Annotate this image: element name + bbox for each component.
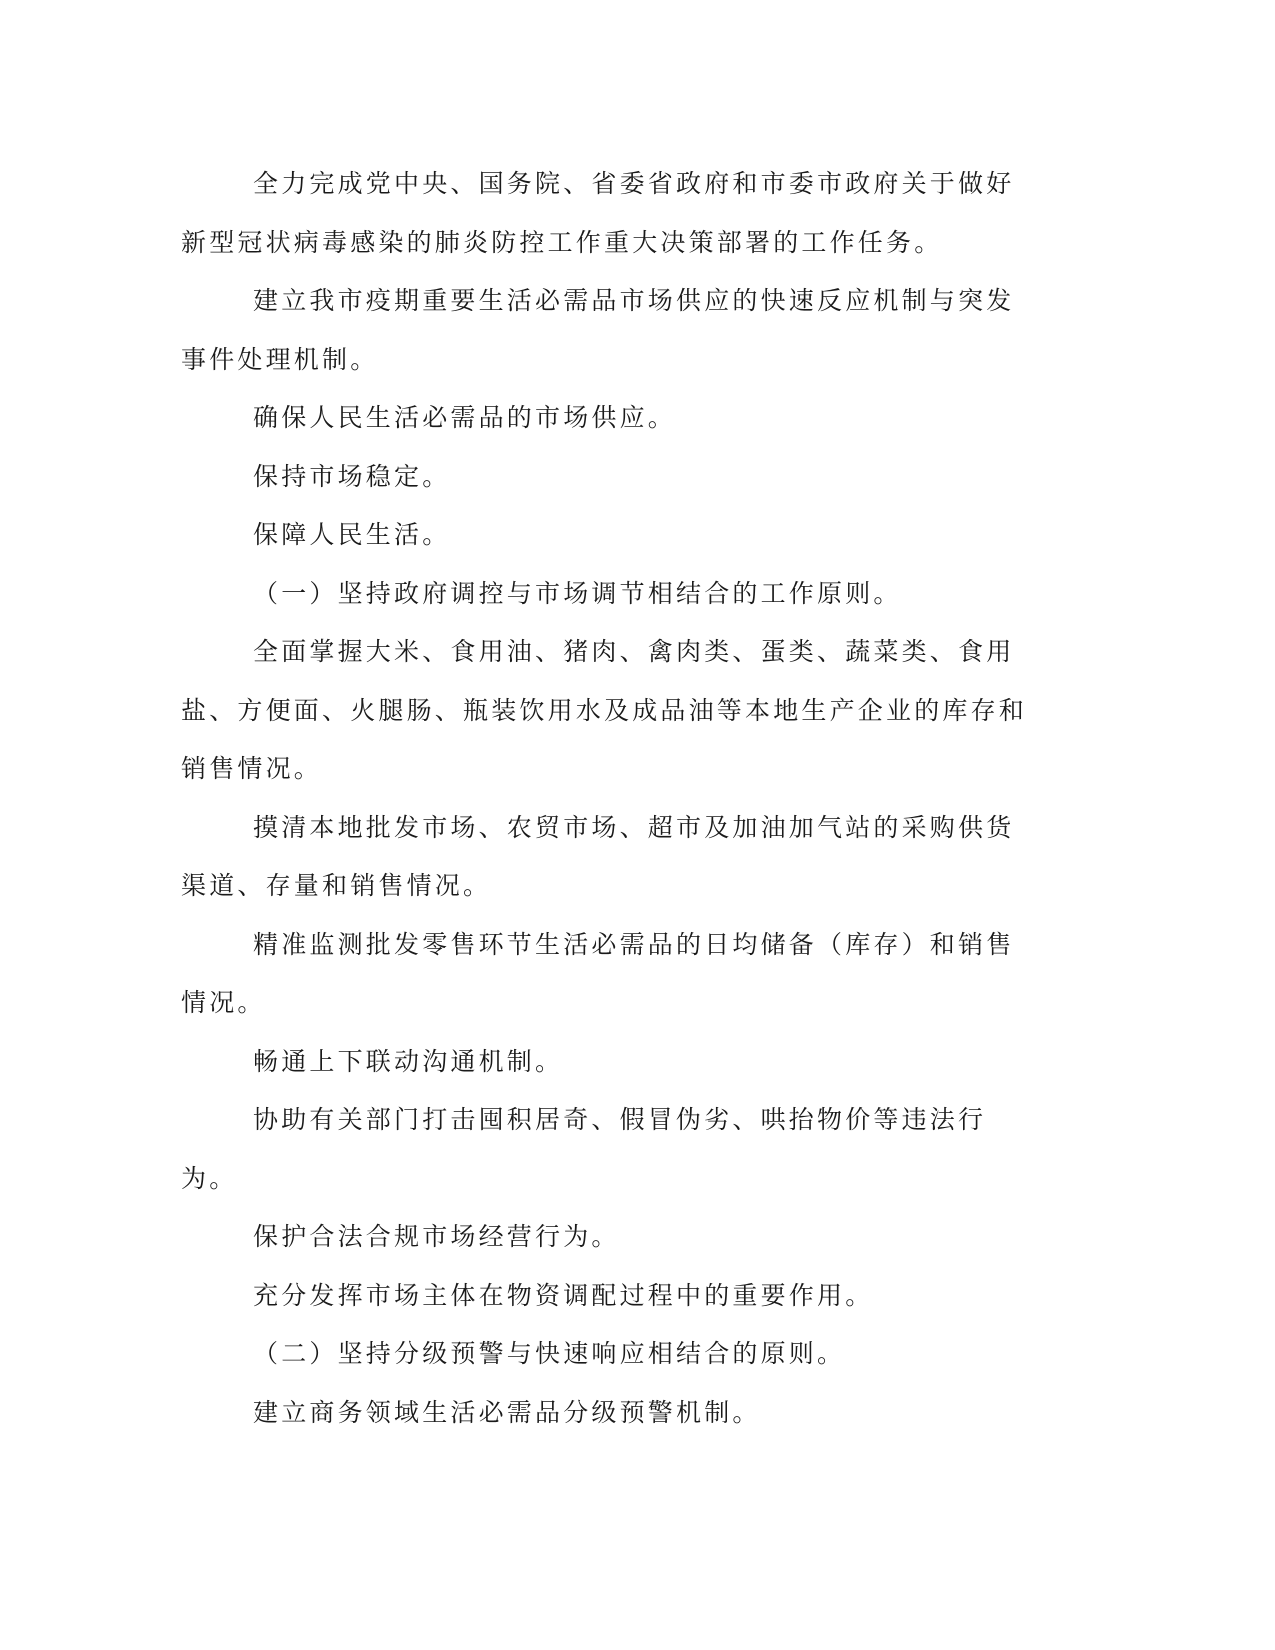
paragraph: 建立我市疫期重要生活必需品市场供应的快速反应机制与突发事件处理机制。 <box>181 286 1015 374</box>
paragraph: 全面掌握大米、食用油、猪肉、禽肉类、蛋类、蔬菜类、食用盐、方便面、火腿肠、瓶装饮用水及成品油等本地生产企业的库存和销售情况。 <box>181 637 1028 783</box>
document-body <box>181 155 1031 1442</box>
paragraph: 摸清本地批发市场、农贸市场、超市及加油加气站的采购供货渠道、存量和销售情况。 <box>181 812 1015 900</box>
paragraph: 确保人民生活必需品的市场供应。 <box>253 403 677 432</box>
paragraph: 保护合法合规市场经营行为。 <box>253 1222 620 1251</box>
section-heading: （一）坚持政府调控与市场调节相结合的工作原则。 <box>253 578 902 608</box>
paragraph: 保持市场稳定。 <box>253 461 451 491</box>
paragraph: 协助有关部门打击囤积居奇、假冒伪劣、哄抬物价等违法行为。 <box>181 1105 987 1193</box>
paragraph: 全力完成党中央、国务院、省委省政府和市委市政府关于做好新型冠状病毒感染的肺炎防控工作重大决策部署的工作任务。 <box>181 169 1015 257</box>
paragraph: 畅通上下联动沟通机制。 <box>253 1046 564 1076</box>
paragraph: 充分发挥市场主体在物资调配过程中的重要作用。 <box>253 1280 874 1310</box>
paragraph: 建立商务领域生活必需品分级预警机制。 <box>253 1397 761 1427</box>
paragraph: 保障人民生活。 <box>253 520 451 549</box>
paragraph: 精准监测批发零售环节生活必需品的日均储备（库存）和销售情况。 <box>181 929 1015 1017</box>
section-heading: （二）坚持分级预警与快速响应相结合的原则。 <box>253 1339 846 1368</box>
